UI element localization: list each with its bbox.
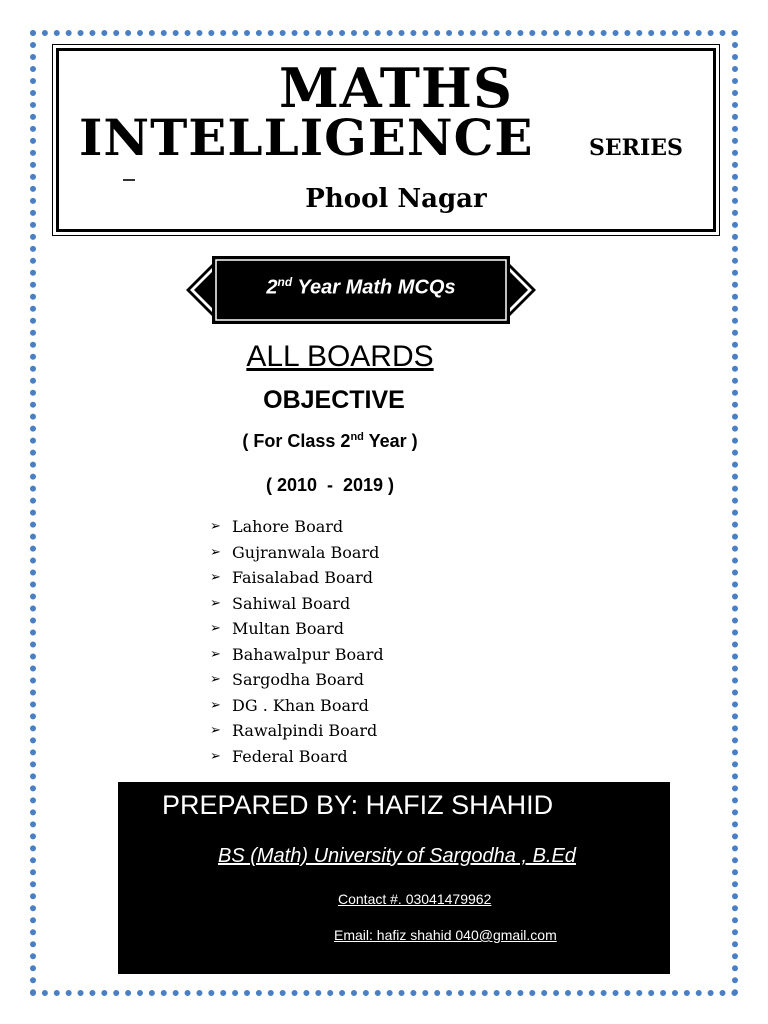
board-list [210, 514, 384, 769]
list-item [210, 693, 384, 719]
board-name: Sahiwal Board [232, 593, 351, 613]
all-boards-heading: ALL BOARDS [246, 340, 434, 373]
banner-text [186, 276, 536, 298]
board-name: Multan Board [232, 619, 344, 638]
prepared-by: PREPARED BY: HAFIZ SHAHID [162, 790, 554, 820]
arrow-bullet-icon: ➢ [210, 723, 221, 738]
for-class-text [0, 432, 660, 450]
board-name: DG . Khan Board [232, 695, 369, 715]
list-item [210, 718, 384, 744]
dash-mark [123, 179, 135, 181]
title-series: SERIES [589, 135, 683, 161]
board-name: Faisalabad Board [232, 568, 374, 587]
title-box [52, 44, 720, 236]
arrow-bullet-icon: ➢ [210, 621, 221, 636]
list-item [210, 591, 384, 617]
arrow-bullet-icon: ➢ [210, 595, 221, 611]
board-name: Rawalpindi Board [232, 721, 378, 740]
arrow-bullet-icon: ➢ [210, 748, 221, 764]
banner [186, 256, 536, 324]
board-name: Sargodha Board [232, 670, 365, 689]
for-class-suffix: Year ) [363, 431, 418, 451]
banner-text-suffix: Year Math MCQs [292, 276, 456, 299]
title-maths: MATHS [279, 56, 513, 120]
list-item [210, 616, 384, 642]
banner-text-prefix: 2 [266, 276, 278, 299]
list-item [210, 667, 384, 693]
board-name: Bahawalpur Board [232, 644, 384, 664]
contact-number: Contact #. 03041479962 [338, 891, 492, 907]
email-address: Email: hafiz shahid 040@gmail.com [334, 927, 557, 943]
arrow-bullet-icon: ➢ [210, 672, 221, 687]
list-item [210, 744, 384, 770]
author-degree: BS (Math) University of Sargodha , B.Ed [218, 845, 576, 867]
arrow-bullet-icon: ➢ [210, 544, 221, 560]
arrow-bullet-icon: ➢ [210, 646, 221, 662]
author-footer [118, 782, 670, 974]
list-item [210, 642, 384, 668]
board-name: Federal Board [232, 746, 348, 766]
list-item [210, 540, 384, 566]
list-item [210, 514, 384, 540]
arrow-bullet-icon: ➢ [210, 697, 221, 713]
title-box-inner [56, 48, 716, 232]
objective-heading: OBJECTIVE [263, 386, 405, 414]
board-name: Gujranwala Board [232, 542, 380, 562]
arrow-bullet-icon: ➢ [210, 519, 221, 534]
for-class-sup: nd [350, 431, 364, 443]
arrow-bullet-icon: ➢ [210, 570, 221, 585]
year-range: ( 2010 - 2019 ) [265, 475, 395, 495]
board-name: Lahore Board [232, 517, 344, 536]
list-item [210, 565, 384, 591]
subtitle-phool-nagar: Phool Nagar [305, 184, 487, 214]
banner-text-sup: nd [277, 275, 293, 289]
for-class-prefix: ( For Class 2 [242, 431, 351, 451]
title-intelligence: INTELLIGENCE [79, 108, 534, 167]
